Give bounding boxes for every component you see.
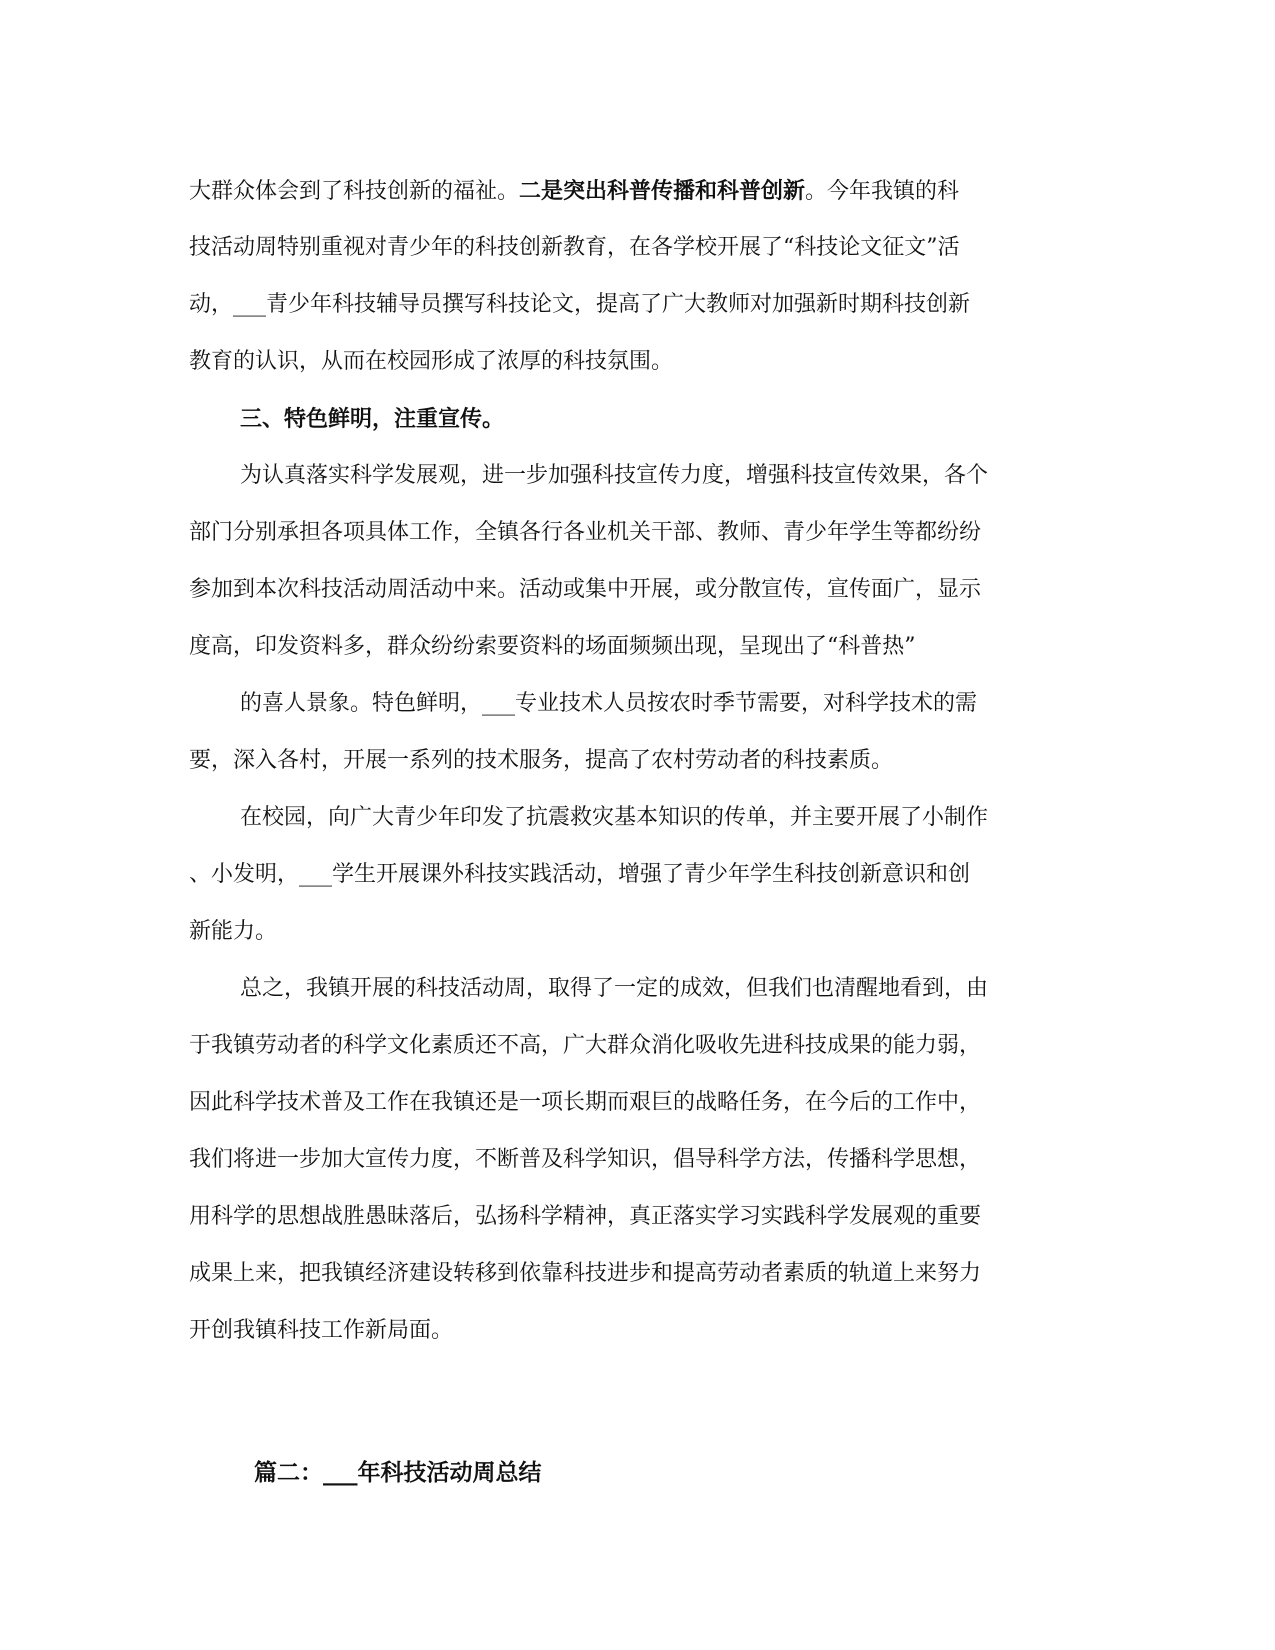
paragraph-line: 因此科学技术普及工作在我镇还是一项长期而艰巨的战略任务，在今后的工作中， (189, 1090, 982, 1115)
paragraph-line: 动，___青少年科技辅导员撰写科技论文，提高了广大教师对加强新时期科技创新 (189, 292, 971, 317)
paragraph-line: 新能力。 (189, 919, 278, 944)
paragraph-line: 部门分别承担各项具体工作，全镇各行各业机关干部、教师、青少年学生等都纷纷 (189, 520, 982, 545)
text-run: 大群众体会到了科技创新的福祉。 (189, 179, 520, 204)
paragraph-line: 度高，印发资料多，群众纷纷索要资料的场面频频出现，呈现出了“科普热” (189, 634, 916, 659)
paragraph-line: 我们将进一步加大宣传力度，不断普及科学知识，倡导科学方法，传播科学思想， (189, 1147, 982, 1172)
paragraph-line: 开创我镇科技工作新局面。 (189, 1318, 454, 1343)
paragraph-line: 成果上来，把我镇经济建设转移到依靠科技进步和提高劳动者素质的轨道上来努力 (189, 1261, 982, 1286)
paragraph-line: 、小发明，___学生开展课外科技实践活动，增强了青少年学生科技创新意识和创 (189, 862, 971, 887)
emphasis-text: 二是突出科普传播和科普创新 (519, 178, 806, 204)
paragraph-line: 用科学的思想战胜愚昧落后，弘扬科学精神，真正落实学习实践科学发展观的重要 (189, 1204, 982, 1229)
paragraph-line: 参加到本次科技活动周活动中来。活动或集中开展，或分散宣传，宣传面广，显示 (189, 577, 982, 602)
paragraph-line: 教育的认识，从而在校园形成了浓厚的科技氛围。 (189, 349, 674, 374)
paragraph-line: 总之，我镇开展的科技活动周，取得了一定的成效，但我们也清醒地看到，由 (240, 976, 989, 1001)
paragraph-line: 要，深入各村，开展一系列的技术服务，提高了农村劳动者的科技素质。 (189, 748, 894, 773)
text-run: 。今年我镇的科 (805, 179, 960, 204)
paragraph-line: 的喜人景象。特色鲜明，___专业技术人员按农时季节需要，对科学技术的需 (240, 691, 978, 716)
section-heading: 三、特色鲜明，注重宣传。 (240, 406, 505, 432)
section-title: 篇二：___年科技活动周总结 (254, 1459, 542, 1486)
paragraph-line (189, 176, 959, 207)
paragraph-line: 为认真落实科学发展观，进一步加强科技宣传力度，增强科技宣传效果，各个 (240, 463, 989, 488)
paragraph-line: 在校园，向广大青少年印发了抗震救灾基本知识的传单，并主要开展了小制作 (240, 805, 989, 830)
paragraph-line: 于我镇劳动者的科学文化素质还不高，广大群众消化吸收先进科技成果的能力弱， (189, 1033, 982, 1058)
paragraph-line: 技活动周特别重视对青少年的科技创新教育，在各学校开展了“科技论文征文”活 (189, 235, 960, 260)
